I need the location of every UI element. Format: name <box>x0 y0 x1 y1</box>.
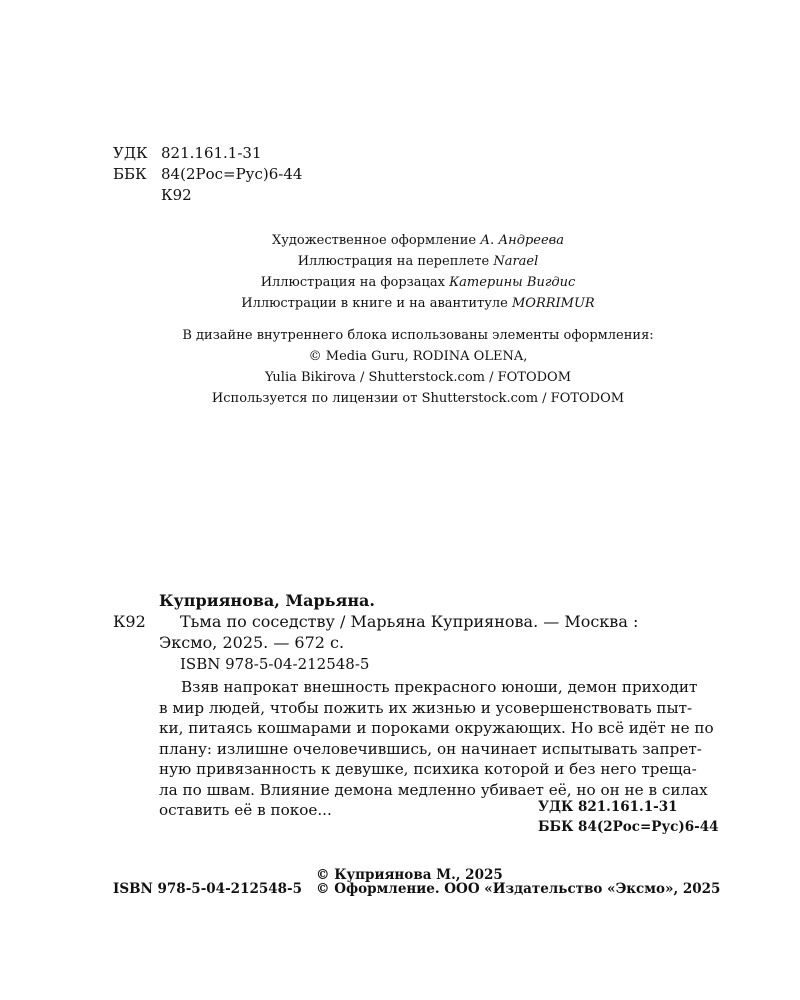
annotation-line: плану: излишне очеловечившись, он начинает испытывать запрет- <box>159 739 702 758</box>
bbk-value: 84(2Рос=Рус)6-44 <box>161 165 303 183</box>
credit-line: Художественное оформление А. Андреева <box>271 233 565 248</box>
copyright-author: © Куприянова М., 2025 <box>316 867 503 883</box>
bbk-label: ББК <box>113 165 147 183</box>
bottom-isbn: ISBN 978-5-04-212548-5 <box>113 881 303 897</box>
credits-block <box>18 230 800 314</box>
annotation-line: ную привязанность к девушке, психика которой и без него треща- <box>159 760 697 778</box>
catalog-isbn: ISBN 978-5-04-212548-5 <box>180 655 370 673</box>
catalog-sign: К92 <box>113 612 146 631</box>
credit-line: Иллюстрация на форзацах Катерины Вигдис <box>260 275 576 290</box>
bbk-top <box>113 164 302 185</box>
catalog-title-line1: Тьма по соседству / Марьяна Куприянова. — Москва : <box>180 612 639 631</box>
udk-value: 821.161.1-31 <box>161 144 262 162</box>
annotation-line: ла по швам. Влияние демона медленно убивает её, но он не в силах <box>159 780 708 799</box>
catalog-author: Куприянова, Марьяна. <box>159 591 375 610</box>
design-credit-line: В дизайне внутреннего блока использованы элементы оформления: <box>182 328 654 343</box>
catalog-title-line2: Эксмо, 2025. — 672 с. <box>159 633 345 652</box>
udk-label: УДК <box>113 144 148 162</box>
design-credit-line: Используется по лицензии от Shutterstock.com / FOTODOM <box>211 391 625 406</box>
catalog-udk: УДК 821.161.1-31 <box>538 799 678 815</box>
annotation-line: Взяв напрокат внешность прекрасного юноши, демон приходит <box>181 678 698 696</box>
credit-line: Иллюстрация на переплете Narael <box>297 254 539 269</box>
design-credit-line: Yulia Bikirova / Shutterstock.com / FOTODOM <box>264 370 572 385</box>
author-sign-top: К92 <box>161 186 192 204</box>
design-credits-block <box>18 325 800 409</box>
copyright-design: © Оформление. ООО «Издательство «Эксмо», 2025 <box>316 881 721 897</box>
annotation-line: оставить её в покое... <box>159 801 332 819</box>
design-credit-line: © Media Guru, RODINA OLENA, <box>308 349 528 364</box>
catalog-bbk: ББК 84(2Рос=Рус)6-44 <box>538 819 719 835</box>
credit-line: Иллюстрации в книге и на авантитуле MORRIMUR <box>241 296 595 311</box>
annotation-line: в мир людей, чтобы пожить их жизнью и усовершенствовать пыт- <box>159 698 693 717</box>
annotation-line: ки, питаясь кошмарами и пороками окружающих. Но всё идёт не по <box>159 719 714 737</box>
udk-top <box>113 143 262 164</box>
